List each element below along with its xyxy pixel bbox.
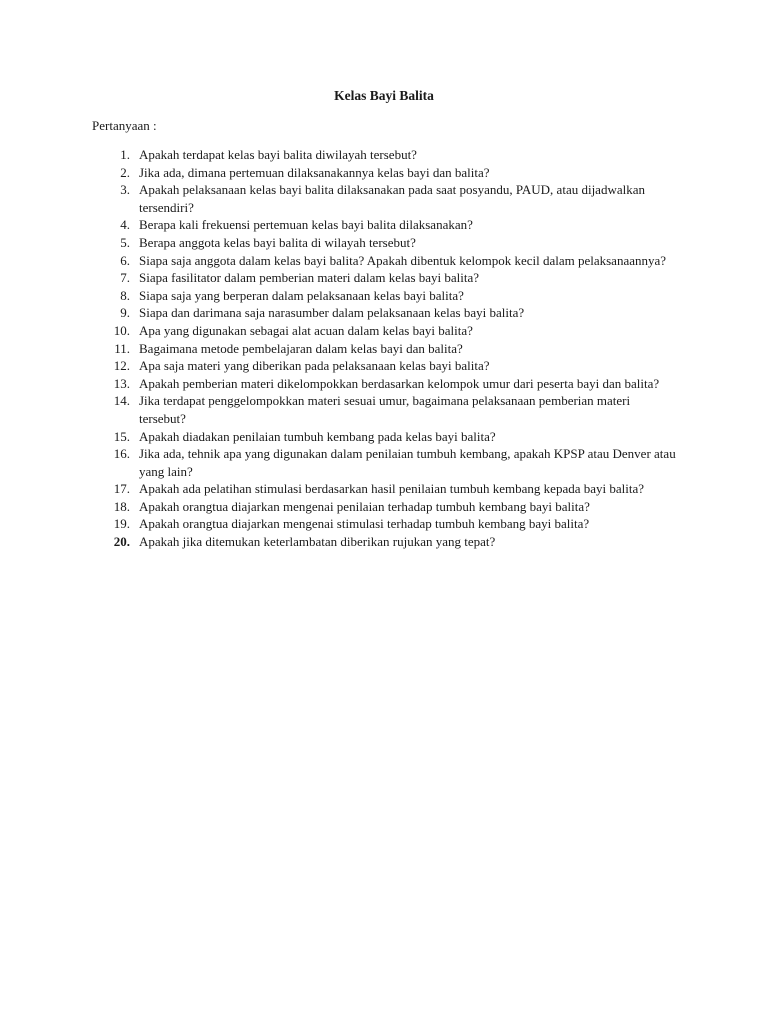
question-item: [0, 357, 768, 375]
question-item: [0, 252, 768, 270]
question-text: Apakah ada pelatihan stimulasi berdasarkan hasil penilaian tumbuh kembang kepada bayi balita?: [139, 481, 645, 497]
question-item: [0, 304, 768, 322]
question-text: Apakah pelaksanaan kelas bayi balita dilaksanakan pada saat posyandu, PAUD, atau dijadwalkan tersendiri?: [139, 182, 645, 215]
question-item: [0, 322, 768, 340]
question-text: Apakah orangtua diajarkan mengenai penilaian terhadap tumbuh kembang bayi balita?: [139, 498, 590, 514]
question-number: 6.: [120, 252, 130, 268]
question-text: Siapa saja yang berperan dalam pelaksanaan kelas bayi balita?: [139, 287, 464, 303]
question-number: 2.: [120, 164, 130, 180]
question-number: 12.: [113, 358, 130, 374]
intro-label: Pertanyaan :: [92, 118, 157, 133]
question-number: 15.: [113, 428, 130, 444]
question-text: Apakah orangtua diajarkan mengenai stimulasi terhadap tumbuh kembang bayi balita?: [139, 516, 590, 532]
question-text: Bagaimana metode pembelajaran dalam kelas bayi dan balita?: [139, 340, 463, 356]
question-text: Apa yang digunakan sebagai alat acuan dalam kelas bayi balita?: [139, 322, 473, 338]
question-text: Apa saja materi yang diberikan pada pelaksanaan kelas bayi balita?: [139, 358, 490, 374]
document-title: Kelas Bayi Balita: [334, 88, 434, 103]
question-item: [0, 269, 768, 287]
question-number: 3.: [120, 182, 130, 198]
question-item: [0, 515, 768, 533]
question-number: 18.: [113, 498, 130, 514]
question-text: Apakah pemberian materi dikelompokkan berdasarkan kelompok umur dari peserta bayi dan balita?: [139, 375, 660, 391]
question-item: [0, 533, 768, 551]
question-item: [0, 498, 768, 516]
question-list: [0, 146, 768, 551]
question-item: [0, 234, 768, 252]
question-text: Apakah terdapat kelas bayi balita diwilayah tersebut?: [139, 147, 417, 162]
question-item: [0, 216, 768, 234]
question-number: 17.: [113, 481, 130, 497]
question-number: 16.: [113, 446, 130, 462]
question-number: 20.: [113, 534, 130, 550]
question-item: [0, 375, 768, 393]
question-text: Apakah jika ditemukan keterlambatan diberikan rujukan yang tepat?: [139, 534, 496, 550]
question-item: [0, 146, 768, 164]
question-text: Jika terdapat penggelompokkan materi sesuai umur, bagaimana pelaksanaan pemberian materi tersebut?: [139, 393, 631, 426]
question-number: 19.: [113, 516, 130, 532]
question-text: Siapa saja anggota dalam kelas bayi balita? Apakah dibentuk kelompok kecil dalam pelaksanaannya?: [139, 252, 667, 268]
question-text: Jika ada, tehnik apa yang digunakan dalam penilaian tumbuh kembang, apakah KPSP atau Denver atau yang lain?: [139, 446, 676, 479]
question-number: 11.: [114, 340, 130, 356]
question-text: Berapa anggota kelas bayi balita di wilayah tersebut?: [139, 234, 416, 250]
question-number: 7.: [120, 270, 130, 286]
question-text: Jika ada, dimana pertemuan dilaksanakannya kelas bayi dan balita?: [139, 164, 490, 180]
question-item: [0, 445, 768, 480]
question-text: Berapa kali frekuensi pertemuan kelas bayi balita dilaksanakan?: [139, 217, 473, 233]
question-item: [0, 428, 768, 446]
question-number: 8.: [120, 287, 130, 303]
question-number: 5.: [120, 234, 130, 250]
question-number: 14.: [113, 393, 130, 409]
question-number: 9.: [120, 305, 130, 321]
question-item: [0, 181, 768, 216]
question-number: 10.: [113, 322, 130, 338]
question-number: 13.: [113, 375, 130, 391]
question-item: [0, 392, 768, 427]
question-item: [0, 287, 768, 305]
question-text: Siapa dan darimana saja narasumber dalam pelaksanaan kelas bayi balita?: [139, 305, 525, 321]
question-item: [0, 480, 768, 498]
question-item: [0, 164, 768, 182]
question-item: [0, 340, 768, 358]
question-text: Apakah diadakan penilaian tumbuh kembang pada kelas bayi balita?: [139, 428, 496, 444]
question-number: 4.: [120, 217, 130, 233]
question-number: 1.: [120, 147, 130, 162]
question-text: Siapa fasilitator dalam pemberian materi dalam kelas bayi balita?: [139, 270, 480, 286]
